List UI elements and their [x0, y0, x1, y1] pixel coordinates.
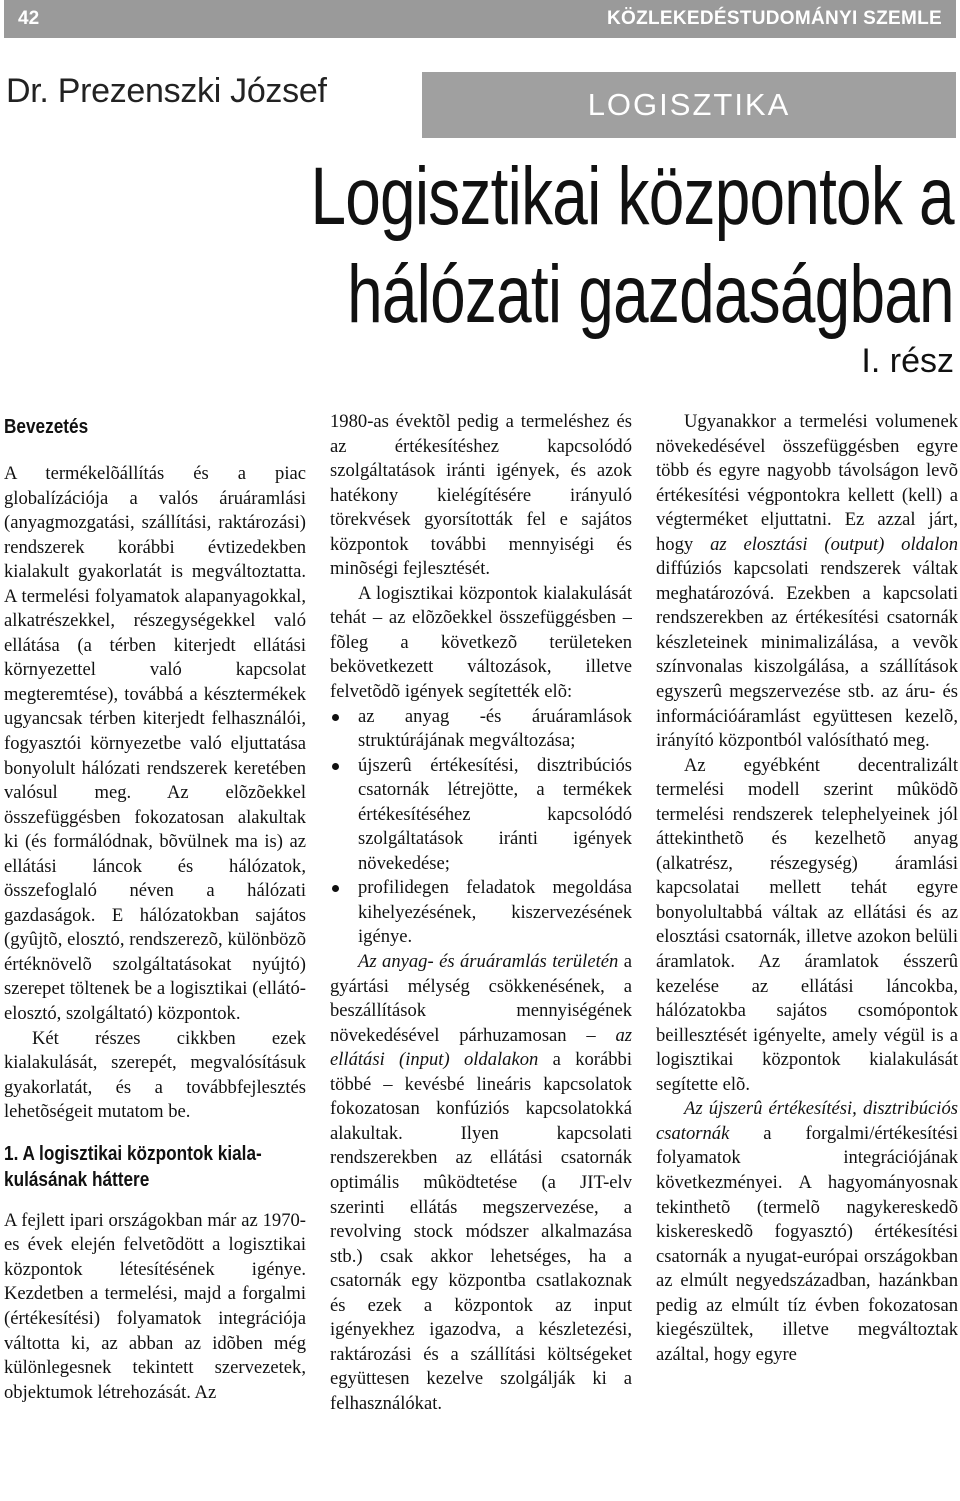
emphasis: az elosztási (output) oldalon: [710, 533, 958, 555]
author-name: Dr. Prezenszki József: [6, 72, 327, 110]
section-heading: [4, 1141, 264, 1193]
section-label-text: LOGISZTIKA: [587, 87, 791, 122]
paragraph: Két részes cikkben ezek kialakulását, szerepét, megvalósításuk gyakorlatát, és a továbbfejlesztés lehetõségeit mutatom be.: [4, 1027, 306, 1123]
paragraph: [330, 950, 632, 1416]
emphasis: az ellátási (input) oldalakon: [330, 1024, 632, 1071]
article-title: [311, 148, 954, 344]
bullet-item: profilidegen feladatok megoldása kihelyezésének, kiszervezésének igénye.: [330, 876, 632, 950]
paragraph: 1980-as évektõl pedig a termeléshez és az értékesítéshez kapcsolódó szolgáltatások iránti igények, és azok hatékony kielégítésére irányuló törekvések gyorsították fel e sajátos központok további mennyiségi és minõségi fejlesztését.: [330, 411, 632, 580]
text-column-2: [330, 410, 632, 1500]
text-column-1: [4, 410, 306, 1500]
bullet-list: [330, 705, 632, 950]
emphasis: Az újszerû értékesítési, disztribúciós csatornák: [656, 1098, 958, 1144]
journal-name: KÖZLEKEDÉSTUDOMÁNYI SZEMLE: [606, 8, 942, 29]
text-run: diffúziós kapcsolati rendszerek váltak meghatározóvá. Ezekben a kapcsolati rendszerekben az értékesítési csatornák készleteinek minimalizálása, a vevõk színvonalas kiszolgálása, a szállítások egyszerû megszervezése stb. az áru- és információáramlást együttesen kezelõ, irányító központból valósítható meg.: [656, 558, 958, 752]
text-column-3: [656, 410, 958, 1500]
text-run: a forgalmi/értékesítési folyamatok integrációjának következményei. A hagyományosnak tekinthetõ (termelõ nagykereskedõ kiskereskedõ fogyasztó) értékesítési csatornák a nyugat-európai országokban az elmúlt negyedszázadban, hazánkban pedig az elmúlt tíz évben fokozatosan kiegészültek, illetve megváltoztak azáltal, hogy egyre: [656, 1122, 958, 1365]
emphasis: Az anyag- és áruáramlás területén: [358, 951, 619, 973]
text-run: a gyártási mélység csökkenésének, a beszállítások mennyiségének növekedésével párhuzamosan –: [330, 951, 632, 1046]
section-label: [422, 72, 956, 138]
bullet-item: az anyag -és áruáramlások struktúrájának megváltozása;: [330, 705, 632, 754]
part-label: I. rész: [861, 342, 954, 380]
title-line-2: hálózati gazdaságban: [347, 249, 954, 340]
paragraph: A termékelõállítás és a piac globalízációja a valós áruáramlási (anyagmozgatási, szállítási, raktározási) rendszerek korábbi évtizedekben kialakult gyakorlatát is megváltoztatta. A termelési folyamatok alapanyagokkal, alkatrészekkel, részegységekkel való ellátása (a térben kiterjedt ellátási környezettel való kapcsolat megteremtése), továbbá a késztermékek ugyancsak térben kiterjedt felhasználói, fogyasztói környezetbe való eljuttatása bonyolult hálózati rendszerek keretében valósul meg. Az elõzõekkel összefüggésben fokozatosan alakultak ki (és formálódnak, bõvülnek ma is) az ellátási láncok és hálózatok, összefoglaló néven a hálózati gazdaságok. E hálózatokban sajátos (gyûjtõ, elosztó, rendszerezõ, különbözõ értéknövelõ szolgáltatásokat nyújtó) szerepet töltenek be a logisztikai (ellátó-elosztó, szolgáltató) központok.: [4, 463, 306, 1025]
section-heading-line: kulásának háttere: [4, 1168, 150, 1191]
text-run: a korábbi többé – kevésbé lineáris kapcsolatok fokozatosan konfúziós kapcsolatokká alakultak. Ilyen kapcsolati rendszerekben az ellátási csatornák optimális mûködtetése (a JIT-elv szerinti ellátás megszervezése, a revolving stock módszer alkalmazása stb.) csak akkor lehetséges, ha a csatornák egy központba csatlakoznak és ezek a központok az input igényekhez igazodva, a készletezési, raktározási és a szállítási költségeket együttesen kezelve szolgálják ki a felhasználókat.: [330, 1049, 632, 1414]
text-run: Ugyanakkor a termelési volumenek növekedésével összefüggésben egyre több és egyre nagyobb távolságon levõ értékesítési végpontokra kellett (kell) a végterméket eljuttatni. Ez azzal járt, hogy: [656, 411, 958, 555]
title-line-1: Logisztikai központok a: [310, 151, 954, 242]
paragraph: A logisztikai központok kialakulását tehát – az elõzõekkel összefüggésben – fõleg a következõ területeken bekövetkezett változások, illetve felvetõdõ igények segítették elõ:: [330, 582, 632, 703]
running-header: [4, 0, 956, 38]
paragraph: A fejlett ipari országokban már az 1970-es évek elején felvetõdött a logisztikai központok létesítésének igénye. Kezdetben a termelési, majd a forgalmi (értékesítési) folyamatok integrációja váltotta ki, az abban az idõben még különlegesnek tekintett szervezetek, objektumok létrehozását. Az: [4, 1209, 306, 1403]
paragraph: [656, 410, 958, 754]
paragraph: [656, 1097, 958, 1367]
intro-heading: Bevezetés: [4, 416, 89, 438]
bullet-item: újszerû értékesítési, disztribúciós csatornák létrejötte, a termékek értékesítéséhez kapcsolódó szolgáltatások iránti igények növekedése;: [330, 754, 632, 877]
paragraph: Az egyébként decentralizált termelési modell szerint mûködõ termelési rendszerek telephelyeinek jól áttekinthetõ és kezelhetõ anyag (alkatrész, részegység) áramlási kapcsolatai mellett tehát egyre bonyolultabbá váltak az ellátási és az elosztási csatornák, illetve azokon belüli áramlatok. Az áramlatok ésszerû kezelése az ellátási láncokba, hálózatokba sajátos csomópontok beillesztését igényelte, amely végül is a logisztikai központok kialakulását segítette elõ.: [656, 754, 958, 1095]
page-number: 42: [18, 8, 40, 29]
section-heading-line: 1. A logisztikai központok kiala-: [4, 1142, 262, 1165]
